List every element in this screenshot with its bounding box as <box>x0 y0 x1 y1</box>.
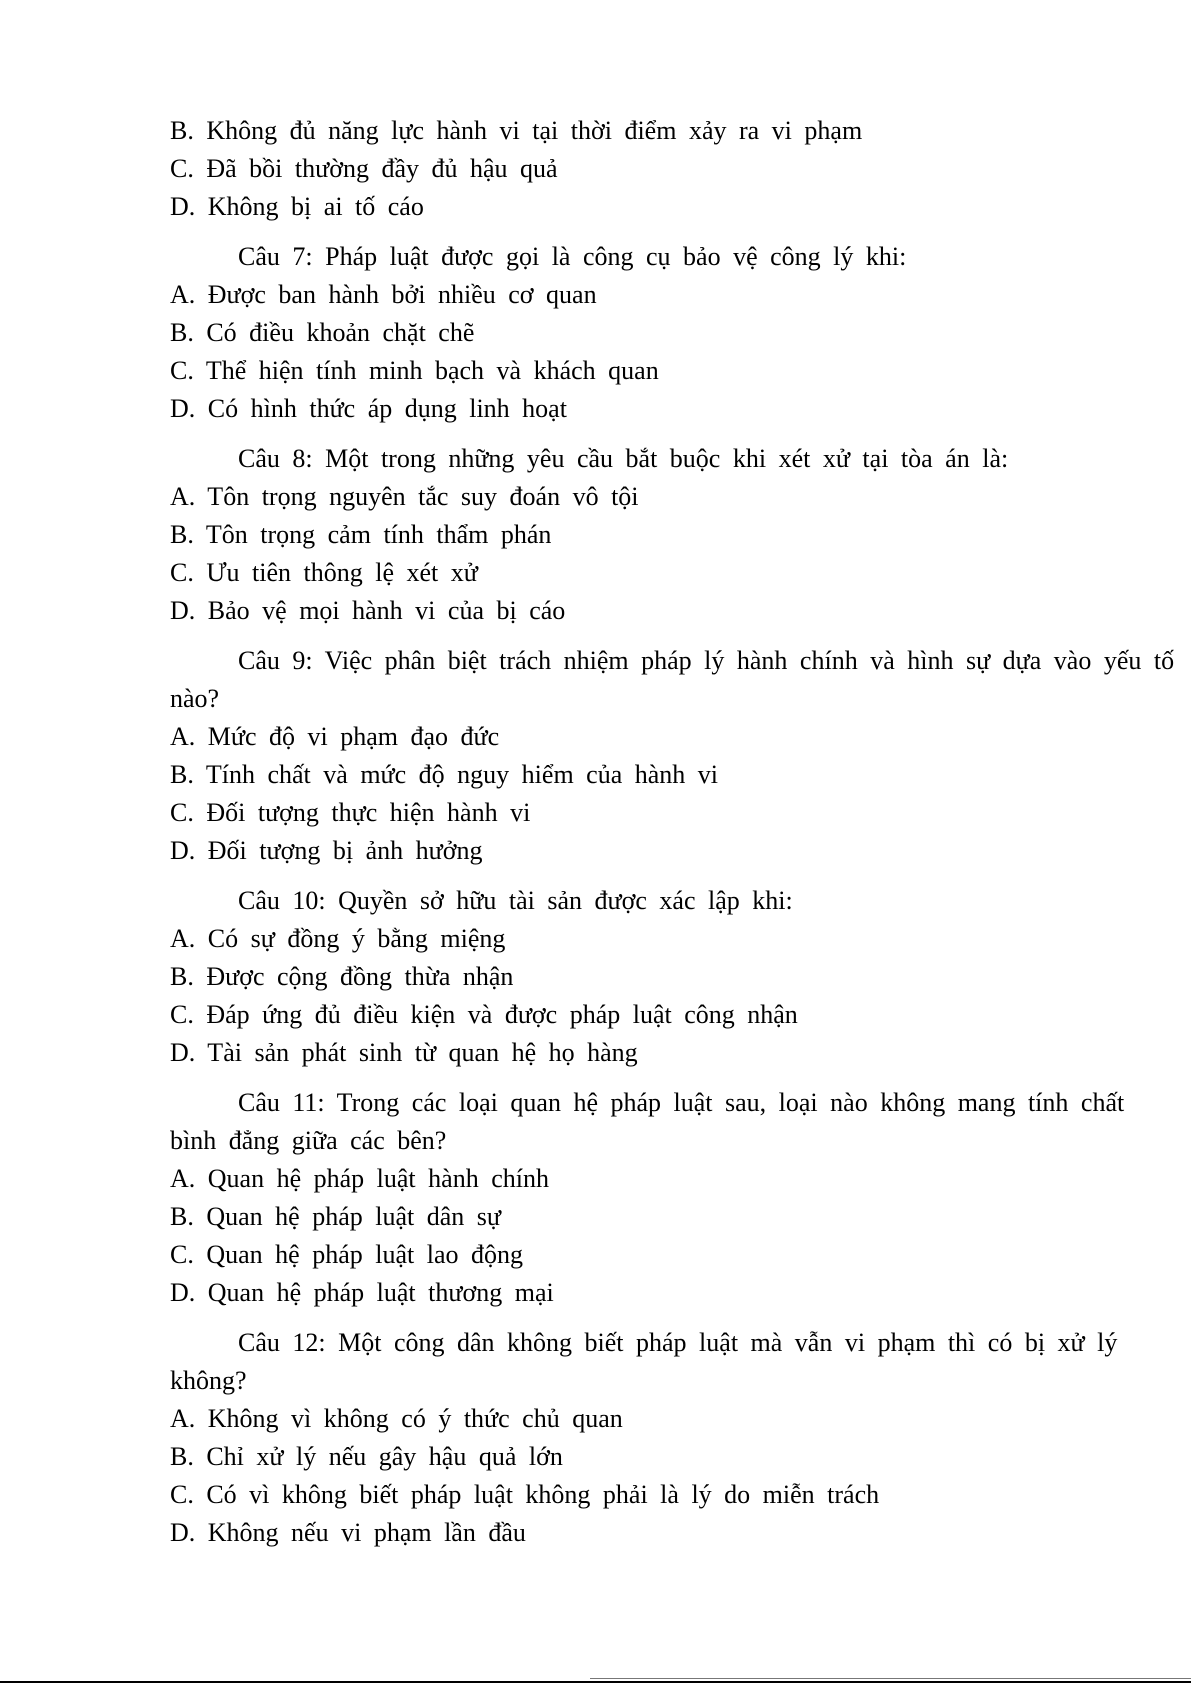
question-block-12 <box>170 1324 1180 1552</box>
option-a: A. Mức độ vi phạm đạo đức <box>170 722 500 751</box>
option-c: C. Thể hiện tính minh bạch và khách quan <box>170 356 659 385</box>
option-a: A. Quan hệ pháp luật hành chính <box>170 1164 549 1193</box>
question-block-11 <box>170 1084 1180 1312</box>
option-a: A. Tôn trọng nguyên tắc suy đoán vô tội <box>170 482 639 511</box>
option-b: B. Được cộng đồng thừa nhận <box>170 962 514 991</box>
option-d: D. Đối tượng bị ảnh hưởng <box>170 836 483 865</box>
option-d: D. Quan hệ pháp luật thương mại <box>170 1278 554 1307</box>
question-text: Câu 8: Một trong những yêu cầu bắt buộc khi xét xử tại tòa án là: <box>238 444 1009 473</box>
option-b: B. Có điều khoản chặt chẽ <box>170 318 475 347</box>
option-c: C. Có vì không biết pháp luật không phải là lý do miễn trách <box>170 1480 880 1509</box>
option-b: B. Không đủ năng lực hành vi tại thời điểm xảy ra vi phạm <box>170 116 863 145</box>
option-c: C. Đáp ứng đủ điều kiện và được pháp luật công nhận <box>170 1000 798 1029</box>
option-d: D. Không nếu vi phạm lần đầu <box>170 1518 526 1547</box>
option-b: B. Quan hệ pháp luật dân sự <box>170 1202 501 1231</box>
option-c: C. Quan hệ pháp luật lao động <box>170 1240 523 1269</box>
option-d: D. Có hình thức áp dụng linh hoạt <box>170 394 567 423</box>
option-c: C. Ưu tiên thông lệ xét xử <box>170 558 478 587</box>
option-c: C. Đối tượng thực hiện hành vi <box>170 798 531 827</box>
question-block-9 <box>170 642 1180 870</box>
option-a: A. Được ban hành bởi nhiều cơ quan <box>170 280 597 309</box>
question-block-6-continued <box>170 112 1180 226</box>
option-b: B. Chỉ xử lý nếu gây hậu quả lớn <box>170 1442 563 1471</box>
question-list <box>170 112 1180 1552</box>
option-d: D. Tài sản phát sinh từ quan hệ họ hàng <box>170 1038 638 1067</box>
option-a: A. Có sự đồng ý bằng miệng <box>170 924 506 953</box>
option-a: A. Không vì không có ý thức chủ quan <box>170 1404 623 1433</box>
question-text: Câu 7: Pháp luật được gọi là công cụ bảo vệ công lý khi: <box>238 242 907 271</box>
option-b: B. Tôn trọng cảm tính thẩm phán <box>170 520 552 549</box>
question-text: Câu 11: Trong các loại quan hệ pháp luật sau, loại nào không mang tính chất bình đẳng giữa các bên? <box>170 1088 1125 1155</box>
question-block-7 <box>170 238 1180 428</box>
option-b: B. Tính chất và mức độ nguy hiểm của hành vi <box>170 760 719 789</box>
page-bottom-rule-secondary <box>590 1678 1191 1679</box>
page-bottom-rule <box>0 1681 1191 1683</box>
question-block-10 <box>170 882 1180 1072</box>
option-c: C. Đã bồi thường đầy đủ hậu quả <box>170 154 558 183</box>
option-d: D. Bảo vệ mọi hành vi của bị cáo <box>170 596 566 625</box>
question-text: Câu 12: Một công dân không biết pháp luật mà vẫn vi phạm thì có bị xử lý không? <box>170 1328 1118 1395</box>
question-text: Câu 10: Quyền sở hữu tài sản được xác lập khi: <box>238 886 793 915</box>
question-text: Câu 9: Việc phân biệt trách nhiệm pháp lý hành chính và hình sự dựa vào yếu tố nào? <box>170 646 1175 713</box>
question-block-8 <box>170 440 1180 630</box>
option-d: D. Không bị ai tố cáo <box>170 192 424 221</box>
